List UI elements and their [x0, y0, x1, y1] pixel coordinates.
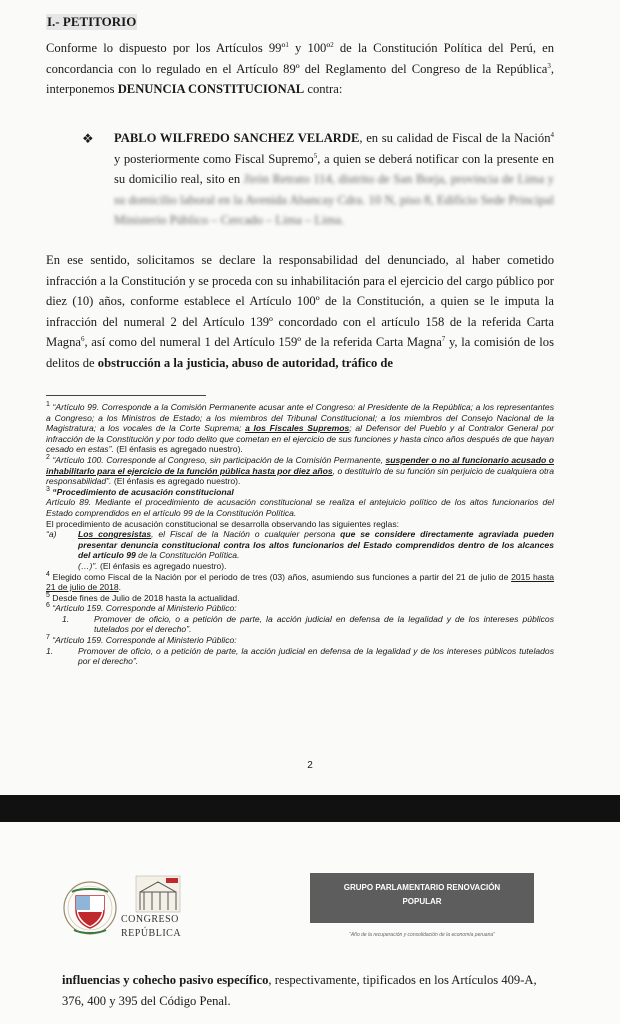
footnote-4	[46, 572, 554, 593]
defendant-text: y posteriormente como Fiscal Supremo	[114, 151, 314, 166]
footnote-number: 6	[46, 602, 50, 610]
footnote-emphasis: que se considere directamente agraviada pueden presentar denuncia constitucional contra los altos funcionarios del Estado comprendidos dentro de los alcances del artículo 99	[78, 529, 554, 561]
footnote-3-article: Artículo 89. Mediante el procedimiento de acusación constitucional se realiza el antejuicio político de los altos funcionarios del Estado comprendidos en el artículo 99 de la Constitución Política.	[46, 497, 554, 518]
footnote-5	[46, 593, 554, 604]
footnote-emphasis: 2015 hasta 21 de julio de 2018	[46, 571, 555, 593]
crimes-bold: obstrucción a la justicia, abuso de autoridad, tráfico de	[97, 355, 394, 370]
diamond-bullet-icon: ❖	[82, 131, 94, 146]
footnote-1	[46, 402, 554, 455]
accusation-text: y, la comisión de los delitos de	[46, 335, 555, 370]
crimes-bold: influencias y cohecho pasivo específico	[62, 973, 269, 987]
defendant-text: , en su calidad de Fiscal de la Nación	[359, 131, 551, 145]
year-motto: “Año de la recuperación y consolidación de la economía peruana”	[349, 932, 495, 938]
footnote-ref: 1	[285, 40, 289, 49]
footnote-text: de la Constitución Política.	[135, 550, 240, 561]
group-name-line2: POPULAR	[402, 897, 442, 906]
footnote-ref: 4	[550, 130, 555, 139]
footnote-number: 4	[46, 570, 50, 578]
redacted-address: Jirón Retrato 114, distrito de San Borja, provincia de Lima y su domicilio laboral en la Avenida Abancay Cdra. 10 N, piso 8, Edificio Sede Principal Ministerio Público – Cercado – Lima – Lima.	[114, 172, 554, 227]
group-name-line1: GRUPO PARLAMENTARIO RENOVACIÓN	[343, 883, 501, 892]
logo-word-congreso: CONGRESO	[121, 914, 179, 925]
logo-word-republica: REPÚBLICA	[121, 928, 182, 939]
footnote-text: (El énfasis es agregado nuestro).	[113, 444, 243, 455]
item-label: “a)	[46, 529, 57, 540]
page-divider	[0, 795, 620, 822]
page-number: 2	[307, 760, 313, 771]
footnote-text: Desde fines de Julio de 2018 hasta la actualidad.	[52, 592, 240, 603]
footnote-ref: 7	[441, 334, 446, 343]
footnote-number: 2	[46, 454, 50, 462]
footnote-2	[46, 455, 554, 487]
continuation-text: , respectivamente, tipificados en los Artículos 409-A, 376, 400 y 395 del Código Penal.	[62, 973, 537, 1008]
footnote-ref: 6	[80, 334, 85, 343]
footnote-text: , o destituirlo de su función sin perjuicio de cualquiera otra responsabilidad”.	[46, 465, 555, 487]
footnote-text: ; al Defensor del Pueblo y al Contralor General por infracción de la Constitución y por todo delito que cometan en el ejercicio de sus funciones y hasta cinco años después de que hayan cesado en estas”.	[46, 423, 554, 455]
footnote-3	[46, 487, 554, 498]
item-label: 1.	[62, 613, 70, 624]
footnote-text: (El énfasis es agregado nuestro).	[97, 560, 227, 571]
footnote-3-rules: El procedimiento de acusación constitucional se desarrolla observando las siguientes reglas:	[46, 518, 400, 529]
accusation-text: En ese sentido, solicitamos se declare la responsabilidad del denunciado, al haber cometido infracción a la Constitución y se proceda con su inhabilitación para el ejercicio del cargo público por diez (10) años, conforme establece el Artículo 100º de la Constitución, a quien se le imputa la infracción del numeral 2 del Artículo 139º concordado con el artículo 158 de la referida Carta Magna	[46, 253, 554, 349]
footnote-6-item	[46, 614, 554, 635]
footnote-text: Promover de oficio, o a petición de parte, la acción judicial en defensa de la legalidad y de los intereses públicos tutelados por el derecho”.	[94, 613, 554, 635]
footnote-7	[46, 635, 554, 646]
intro-text: Conforme lo dispuesto por los Artículos 99º	[46, 41, 286, 55]
footnote-text: .	[118, 582, 122, 593]
defendant-paragraph	[114, 128, 554, 231]
accusation-text: , así como del numeral 1 del Artículo 159º de la referida Carta Magna	[84, 335, 442, 349]
footnote-text: “Artículo 99. Corresponde a la Comisión Permanente acusar ante el Congreso: al Presidente de la República; a los representantes a Congreso; a los Ministros de Estado; a los miembros del Tribunal Constitucional; a los miembros del Consejo Nacional de la Magistratura; a los vocales de la Corte Suprema;	[46, 402, 554, 434]
footnote-text: “Artículo 100. Corresponde al Congreso, sin participación de la Comisión Permanente,	[52, 454, 386, 465]
intro-text: , interponemos	[46, 61, 554, 96]
footnote-6	[46, 603, 554, 614]
item-label: 1.	[46, 645, 54, 656]
footnote-text: Promover de oficio, o a petición de parte, la acción judicial en defensa de la legalidad y de los intereses públicos tutelados por el derecho”.	[78, 645, 554, 667]
footnotes	[46, 402, 554, 667]
footnote-7-item	[46, 646, 554, 667]
footnote-3-item	[46, 529, 554, 571]
footnote-text: “Artículo 159. Corresponde al Ministerio Público:	[52, 635, 237, 646]
footnote-number: 1	[46, 401, 50, 409]
footnote-separator	[46, 395, 206, 396]
footnote-emphasis: suspender o no al funcionario acusado o inhabilitarlo para el ejercicio de la función pública hasta por diez años	[46, 454, 554, 476]
footnote-text: , el Fiscal de la Nación o cualquier persona	[151, 529, 341, 540]
footnote-ref: 3	[547, 61, 551, 70]
accusation-paragraph	[46, 250, 554, 373]
section-title: I.- PETITORIO	[47, 14, 137, 29]
defendant-name: PABLO WILFREDO SANCHEZ VELARDE	[114, 131, 360, 145]
footnote-number: 5	[46, 591, 50, 599]
footnote-ref: 2	[330, 40, 334, 49]
intro-paragraph	[46, 38, 554, 100]
footnote-text: (El énfasis es agregado nuestro).	[111, 476, 241, 487]
footnote-emphasis: a los Fiscales Supremos	[245, 423, 350, 434]
footnote-number: 7	[46, 634, 50, 642]
parliamentary-group-box	[310, 873, 534, 923]
denuncia-title: DENUNCIA CONSTITUCIONAL	[117, 82, 305, 96]
intro-text: de la Constitución Política del Perú, en concordancia con lo regulado en el Artículo 89º del Reglamento del Congreso de la República	[46, 41, 554, 76]
footnote-number: 3	[46, 485, 50, 493]
defendant-text: , a quien se deberá notificar con la presente en su domicilio real, sito en	[114, 151, 555, 186]
footnote-text: (…)”.	[78, 560, 98, 571]
footnote-text: “Artículo 159. Corresponde al Ministerio Público:	[52, 603, 237, 614]
footnote-text: Elegido como Fiscal de la Nación por el periodo de tres (03) años, asumiendo sus funciones a partir del 21 de julio de	[52, 571, 512, 582]
intro-text: contra:	[304, 82, 343, 96]
footnote-ref: 5	[313, 151, 318, 160]
continuation-paragraph	[62, 970, 542, 1011]
footnote-heading: “Procedimiento de acusación constitucional	[52, 486, 234, 497]
intro-text: y 100º	[288, 41, 331, 55]
footnote-emphasis: Los congresistas	[78, 529, 152, 540]
